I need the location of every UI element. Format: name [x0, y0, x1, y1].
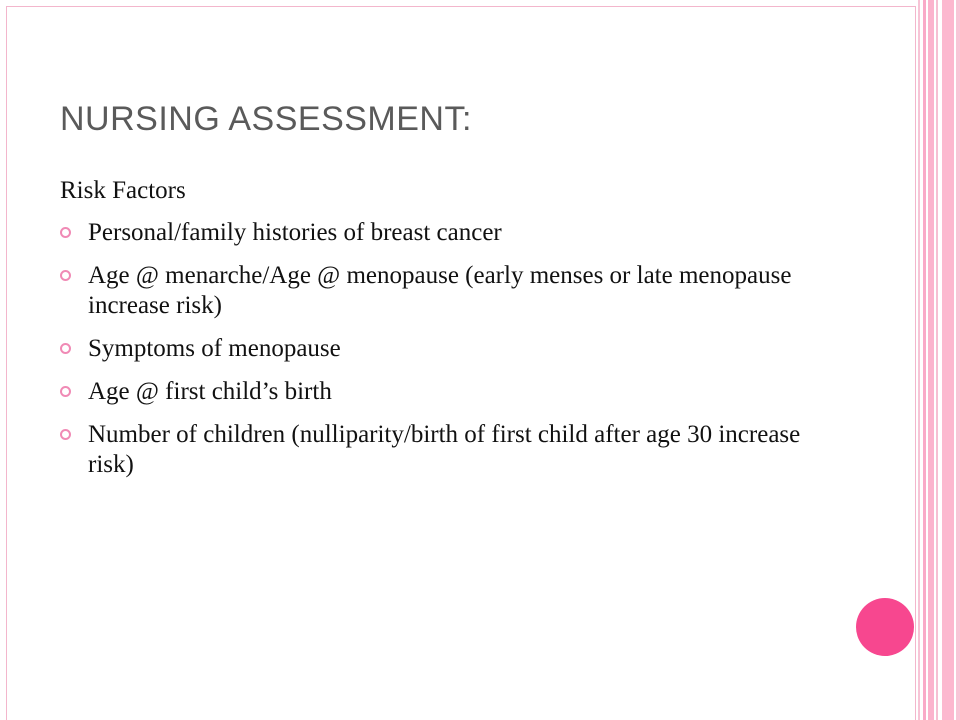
bullet-text: Number of children (nulliparity/birth of first child after age 30 increase risk) [88, 421, 801, 478]
bullet-item [60, 334, 820, 364]
bullet-text: Age @ first child’s birth [88, 378, 332, 405]
stripe [936, 0, 938, 720]
stripe [918, 0, 920, 720]
bullet-text: Symptoms of menopause [88, 335, 341, 362]
stripe [928, 0, 934, 720]
ring-bullet-icon [60, 227, 71, 238]
ring-bullet-icon [60, 386, 71, 397]
bullet-item [60, 261, 820, 321]
slide-title: NURSING ASSESSMENT: [60, 100, 472, 138]
ring-bullet-icon [60, 270, 71, 281]
slide-content [60, 176, 820, 493]
stripe [942, 0, 954, 720]
section-heading: Risk Factors [60, 177, 186, 204]
ring-bullet-icon [60, 429, 71, 440]
ring-bullet-icon [60, 343, 71, 354]
bullet-item [60, 420, 820, 480]
bullet-text: Age @ menarche/Age @ menopause (early menses or late menopause increase risk) [88, 262, 792, 319]
pink-circle-icon [856, 598, 914, 656]
decorative-stripes [918, 0, 960, 720]
bullet-list [60, 218, 820, 480]
bullet-item [60, 377, 820, 407]
bullet-item [60, 218, 820, 248]
bullet-text: Personal/family histories of breast cancer [88, 219, 502, 246]
stripe [923, 0, 926, 720]
stripe [956, 0, 960, 720]
